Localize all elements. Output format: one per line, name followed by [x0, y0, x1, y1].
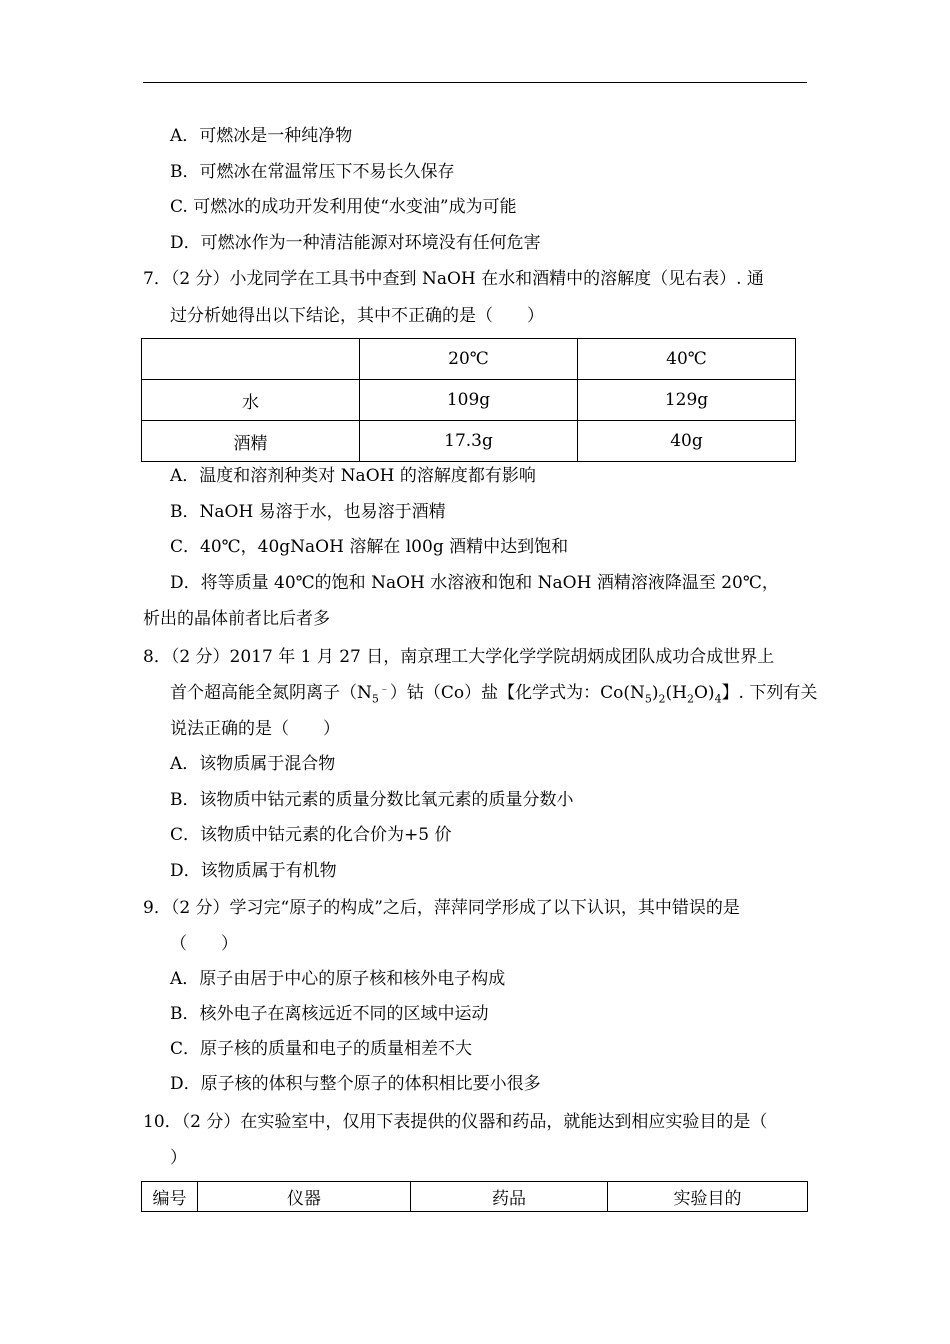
header-rule — [143, 82, 807, 83]
q10-table-header: 编号 — [142, 1182, 198, 1212]
table-cell: 17.3g — [360, 421, 578, 462]
q6-option-d: D．可燃冰作为一种清洁能源对环境没有任何危害 — [170, 233, 541, 253]
q7-table-header: 20℃ — [360, 339, 578, 380]
table-cell: 109g — [360, 380, 578, 421]
q9-option-a: A．原子由居于中心的原子核和核外电子构成 — [170, 969, 506, 989]
table-cell: 水 — [142, 380, 360, 421]
q6-option-a: A．可燃冰是一种纯净物 — [170, 126, 353, 146]
q10-stem-cont: ） — [170, 1148, 187, 1168]
q10-stem: 10．（2 分）在实验室中，仅用下表提供的仪器和药品，就能达到相应实验目的是（ — [143, 1112, 768, 1132]
q8-option-b: B．该物质中钴元素的质量分数比氧元素的质量分数小 — [170, 790, 574, 810]
q10-table-header: 药品 — [411, 1182, 608, 1212]
q7-stem-cont: 过分析她得出以下结论，其中不正确的是（ ） — [170, 306, 544, 326]
q9-stem-cont: （ ） — [170, 934, 238, 954]
q8-option-d: D．该物质属于有机物 — [170, 861, 337, 881]
q9-stem: 9．（2 分）学习完“原子的构成”之后，萍萍同学形成了以下认识，其中错误的是 — [143, 898, 740, 918]
q7-stem: 7．（2 分）小龙同学在工具书中查到 NaOH 在水和酒精中的溶解度（见右表）. 通 — [143, 269, 764, 289]
q8-option-c: C．该物质中钴元素的化合价为+5 价 — [170, 825, 452, 845]
q10-table — [141, 1181, 808, 1212]
q7-option-c: C．40℃，40gNaOH 溶解在 l00g 酒精中达到饱和 — [170, 537, 569, 557]
q8-option-a: A．该物质属于混合物 — [170, 754, 336, 774]
q10-table-header: 仪器 — [198, 1182, 411, 1212]
table-cell: 酒精 — [142, 421, 360, 462]
table-cell: 129g — [578, 380, 796, 421]
q7-solubility-table — [141, 338, 796, 462]
q7-table-header: 40℃ — [578, 339, 796, 380]
q9-option-b: B．核外电子在离核远近不同的区域中运动 — [170, 1004, 489, 1024]
q7-option-a: A．温度和溶剂种类对 NaOH 的溶解度都有影响 — [170, 466, 536, 486]
q7-option-d: D．将等质量 40℃的饱和 NaOH 水溶液和饱和 NaOH 酒精溶液降温至 20℃， — [170, 573, 779, 593]
q9-option-c: C．原子核的质量和电子的质量相差不大 — [170, 1039, 473, 1059]
q9-option-d: D．原子核的体积与整个原子的体积相比要小很多 — [170, 1074, 541, 1094]
q8-stem-formula: 首个超高能全氮阴离子$(N_5^﹣)$钴（Co）盐【化学式为：$Co(N_5)_2(H_2O)_4$】. 下列有关 — [170, 681, 818, 706]
q10-table-header: 实验目的 — [608, 1182, 808, 1212]
q6-option-c: C. 可燃冰的成功开发利用使“水变油”成为可能 — [170, 197, 517, 217]
q6-option-b: B．可燃冰在常温常压下不易长久保存 — [170, 162, 455, 182]
q7-option-d-cont: 析出的晶体前者比后者多 — [143, 609, 330, 629]
q7-option-b: B．NaOH 易溶于水，也易溶于酒精 — [170, 502, 446, 522]
table-cell: 40g — [578, 421, 796, 462]
q8-stem: 8．（2 分）2017 年 1 月 27 日，南京理工大学化学学院胡炳成团队成功合成世界上 — [143, 647, 775, 667]
table-row — [142, 421, 796, 462]
q8-stem-cont: 说法正确的是（ ） — [170, 719, 340, 739]
q7-table-header — [142, 339, 360, 380]
table-row — [142, 380, 796, 421]
